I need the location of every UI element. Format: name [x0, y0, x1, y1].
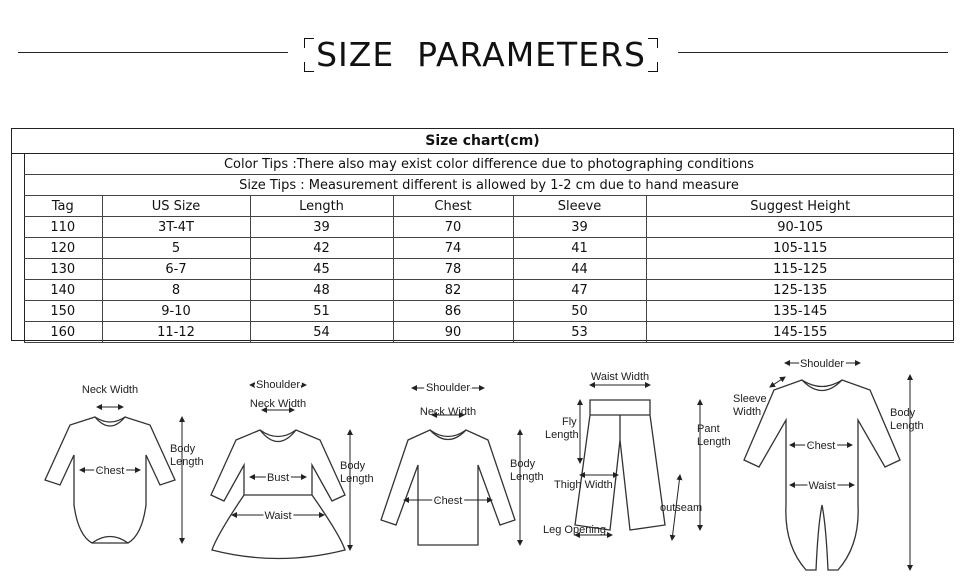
table-cell: 115-125	[646, 259, 954, 280]
table-cell: 90	[393, 322, 513, 343]
table-cell: 47	[513, 280, 646, 301]
pants-fly-length-label: Fly	[562, 416, 577, 428]
table-cell: 150	[24, 301, 102, 322]
table-cell: 135-145	[646, 301, 954, 322]
title-banner	[0, 30, 974, 78]
table-row	[24, 280, 954, 301]
title-rule-right	[678, 52, 948, 53]
page-title: SIZE PARAMETERS	[316, 35, 646, 74]
table-cell: 3T-4T	[102, 217, 250, 238]
table-cell: 130	[24, 259, 102, 280]
shirt-body-length-label: Body	[510, 458, 536, 470]
size-tip: Size Tips : Measurement different is allowed by 1-2 cm due to hand measure	[24, 175, 954, 196]
table-cell: 86	[393, 301, 513, 322]
table-cell: 125-135	[646, 280, 954, 301]
table-cell: 9-10	[102, 301, 250, 322]
pants-pant-length-label-2: Length	[697, 436, 731, 448]
size-chart-caption: Size chart(cm)	[12, 129, 953, 154]
table-cell: 70	[393, 217, 513, 238]
size-chart	[11, 128, 954, 341]
table-cell: 90-105	[646, 217, 954, 238]
dress-illustration	[211, 430, 345, 559]
table-cell: 120	[24, 238, 102, 259]
table-row	[24, 217, 954, 238]
header-cell: Length	[250, 196, 393, 217]
pants-waist-width-label: Waist Width	[590, 371, 650, 383]
romper-sleeve-width-label-2: Width	[733, 406, 762, 418]
table-row	[24, 322, 954, 343]
dress-waist-label: Waist	[264, 510, 292, 522]
header-cell: Sleeve	[513, 196, 646, 217]
header-cell: Suggest Height	[646, 196, 954, 217]
shirt-chest-label: Chest	[433, 495, 463, 507]
table-cell: 110	[24, 217, 102, 238]
table-cell: 48	[250, 280, 393, 301]
table-cell: 8	[102, 280, 250, 301]
header-cell: Chest	[393, 196, 513, 217]
pants-pant-length-label: Pant	[697, 423, 720, 435]
table-cell: 42	[250, 238, 393, 259]
romper-sleeve-width-label: Sleeve	[733, 393, 767, 405]
table-cell: 82	[393, 280, 513, 301]
table-cell: 51	[250, 301, 393, 322]
dress-body-length-label-2: Length	[340, 473, 374, 485]
bodysuit-body-length-label: Body	[170, 443, 196, 455]
table-header-row	[24, 196, 954, 217]
pants-fly-length-label-2: Length	[545, 429, 579, 441]
table-cell: 54	[250, 322, 393, 343]
table-cell: 45	[250, 259, 393, 280]
color-tip: Color Tips :There also may exist color difference due to photographing conditions	[24, 154, 954, 175]
shirt-shoulder-label: Shoulder	[425, 382, 471, 394]
romper-waist-label: Waist	[808, 480, 836, 492]
romper-body-length-label: Body	[890, 407, 916, 419]
table-cell: 5	[102, 238, 250, 259]
bodysuit-body-length-label-2: Length	[170, 456, 204, 468]
romper-shoulder-label: Shoulder	[799, 358, 845, 370]
pants-leg-opening-label: Leg Opening	[543, 524, 606, 536]
table-cell: 145-155	[646, 322, 954, 343]
romper-illustration	[744, 380, 900, 570]
romper-chest-label: Chest	[806, 440, 836, 452]
table-row	[24, 301, 954, 322]
table-row	[24, 259, 954, 280]
table-cell: 44	[513, 259, 646, 280]
measurement-diagrams	[0, 345, 974, 586]
bodysuit-illustration	[45, 417, 175, 543]
dress-body-length-label: Body	[340, 460, 366, 472]
header-cell: Tag	[24, 196, 102, 217]
shirt-illustration	[381, 430, 515, 545]
bodysuit-chest-label: Chest	[95, 465, 125, 477]
header-cell: US Size	[102, 196, 250, 217]
table-cell: 39	[250, 217, 393, 238]
table-cell: 105-115	[646, 238, 954, 259]
table-cell: 53	[513, 322, 646, 343]
table-cell: 50	[513, 301, 646, 322]
size-table	[24, 154, 954, 343]
table-cell: 11-12	[102, 322, 250, 343]
table-cell: 160	[24, 322, 102, 343]
table-cell: 39	[513, 217, 646, 238]
pants-outseam-label: outseam	[660, 502, 703, 514]
table-cell: 78	[393, 259, 513, 280]
shirt-neck-width-label: Neck Width	[419, 406, 477, 418]
pants-thigh-width-label: Thigh Width	[554, 479, 613, 491]
pants-illustration	[575, 400, 665, 530]
page-title-frame	[304, 35, 658, 74]
table-cell: 41	[513, 238, 646, 259]
title-rule-left	[18, 52, 288, 53]
dress-shoulder-label: Shoulder	[255, 379, 301, 391]
table-cell: 6-7	[102, 259, 250, 280]
table-cell: 140	[24, 280, 102, 301]
dress-bust-label: Bust	[266, 472, 290, 484]
shirt-body-length-label-2: Length	[510, 471, 544, 483]
romper-body-length-label-2: Length	[890, 420, 924, 432]
bodysuit-neck-width-label: Neck Width	[81, 384, 139, 396]
table-row	[24, 238, 954, 259]
table-cell: 74	[393, 238, 513, 259]
dress-neck-width-label: Neck Width	[249, 398, 307, 410]
